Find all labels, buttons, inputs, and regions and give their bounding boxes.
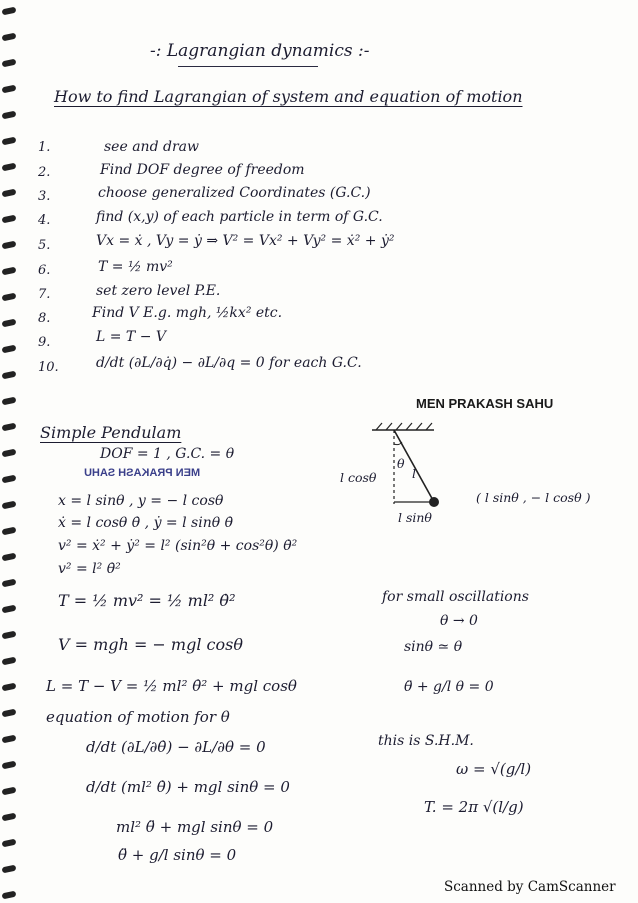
step-text: T = ½ mv² <box>98 259 173 275</box>
diagram-theta-label: θ <box>397 456 405 471</box>
binding-ring <box>2 33 17 42</box>
step-text: Vx = ẋ , Vy = ẏ ⇒ V² = Vx² + Vy² = ẋ² + ẏ² <box>96 233 395 249</box>
binding-ring <box>2 813 17 822</box>
step-text: find (x,y) of each particle in term of G.C. <box>96 209 383 225</box>
step-number: 5. <box>38 238 51 253</box>
section-heading-method: How to find Lagrangian of system and equation of motion <box>54 87 523 106</box>
equation-line: v² = l² θ̇² <box>58 561 121 577</box>
step-text: L = T − V <box>96 329 167 345</box>
small-osc-line: sinθ ≃ θ <box>404 639 463 655</box>
author-stamp: MEN PRAKASH SAHU <box>416 396 554 411</box>
equation-line: θ̈ + g/l sinθ = 0 <box>118 846 237 864</box>
binding-ring <box>2 7 17 16</box>
equation-line: equation of motion for θ <box>46 708 230 726</box>
binding-ring <box>2 501 17 510</box>
binding-ring <box>2 579 17 588</box>
step-text: see and draw <box>104 139 199 155</box>
step-number: 10. <box>38 360 59 375</box>
binding-ring <box>2 605 17 614</box>
shm-note: this is S.H.M. <box>378 733 474 749</box>
binding-ring <box>2 215 17 224</box>
binding-ring <box>2 449 17 458</box>
binding-ring <box>2 163 17 172</box>
binding-ring <box>2 397 17 406</box>
small-osc-heading: for small oscillations <box>382 589 529 605</box>
step-text: Find DOF degree of freedom <box>100 162 305 178</box>
step-number: 2. <box>38 165 51 180</box>
pendulum-diagram <box>362 422 482 522</box>
binding-ring <box>2 553 17 562</box>
diagram-coords-label: ( l sinθ , − l cosθ ) <box>476 490 591 505</box>
mirrored-stamp: MEN PRAKASH SAHU <box>84 467 201 479</box>
step-number: 9. <box>38 335 51 350</box>
title-underline <box>178 66 318 67</box>
binding-ring <box>2 787 17 796</box>
binding-ring <box>2 683 17 692</box>
equation-line: V = mgh = − mgl cosθ <box>58 635 243 654</box>
small-osc-line: θ → 0 <box>440 613 478 629</box>
binding-ring <box>2 865 17 874</box>
binding-ring <box>2 709 17 718</box>
step-text: d/dt (∂L/∂q̇) − ∂L/∂q = 0 for each G.C. <box>96 355 362 371</box>
equation-line: L = T − V = ½ ml² θ̇² + mgl cosθ <box>46 677 297 695</box>
binding-ring <box>2 631 17 640</box>
equation-line: x = l sinθ , y = − l cosθ <box>58 493 224 509</box>
diagram-lcos-label: l cosθ <box>340 470 377 485</box>
binding-ring <box>2 345 17 354</box>
spiral-binding <box>0 0 22 903</box>
step-text: Find V E.g. mgh, ½kx² etc. <box>92 305 283 321</box>
binding-ring <box>2 189 17 198</box>
binding-ring <box>2 85 17 94</box>
binding-ring <box>2 59 17 68</box>
binding-ring <box>2 839 17 848</box>
binding-ring <box>2 527 17 536</box>
diagram-lsin-label: l sinθ <box>398 510 432 525</box>
binding-ring <box>2 657 17 666</box>
binding-ring <box>2 111 17 120</box>
equation-line: v² = ẋ² + ẏ² = l² (sin²θ + cos²θ) θ̇² <box>58 538 298 554</box>
step-number: 7. <box>38 287 51 302</box>
equation-line: d/dt (ml² θ̇) + mgl sinθ = 0 <box>86 778 290 796</box>
binding-ring <box>2 371 17 380</box>
page-title: -: Lagrangian dynamics :- <box>150 41 370 61</box>
step-number: 4. <box>38 213 51 228</box>
period-equation: T. = 2π √(l/g) <box>424 798 524 816</box>
small-osc-line: θ̈ + g/l θ = 0 <box>404 679 494 695</box>
step-text: choose generalized Coordinates (G.C.) <box>98 185 371 201</box>
binding-ring <box>2 475 17 484</box>
step-number: 6. <box>38 263 51 278</box>
pendulum-dof: DOF = 1 , G.C. = θ <box>100 446 235 462</box>
binding-ring <box>2 267 17 276</box>
equation-line: ẋ = l cosθ θ̇ , ẏ = l sinθ θ̇ <box>58 515 234 531</box>
equation-line: d/dt (∂L/∂θ̇) − ∂L/∂θ = 0 <box>86 738 266 756</box>
binding-ring <box>2 137 17 146</box>
diagram-length-label: l <box>412 466 416 481</box>
step-number: 3. <box>38 189 51 204</box>
section-heading-pendulum: Simple Pendulam <box>40 423 182 442</box>
binding-ring <box>2 761 17 770</box>
binding-ring <box>2 319 17 328</box>
omega-equation: ω = √(g/l) <box>456 760 532 778</box>
binding-ring <box>2 293 17 302</box>
scanner-watermark: Scanned by CamScanner <box>444 879 616 895</box>
step-number: 1. <box>38 140 51 155</box>
step-number: 8. <box>38 311 51 326</box>
step-text: set zero level P.E. <box>96 283 221 299</box>
binding-ring <box>2 241 17 250</box>
binding-ring <box>2 891 17 900</box>
binding-ring <box>2 735 17 744</box>
binding-ring <box>2 423 17 432</box>
equation-line: ml² θ̈ + mgl sinθ = 0 <box>116 818 274 836</box>
equation-line: T = ½ mv² = ½ ml² θ̇² <box>58 591 236 610</box>
